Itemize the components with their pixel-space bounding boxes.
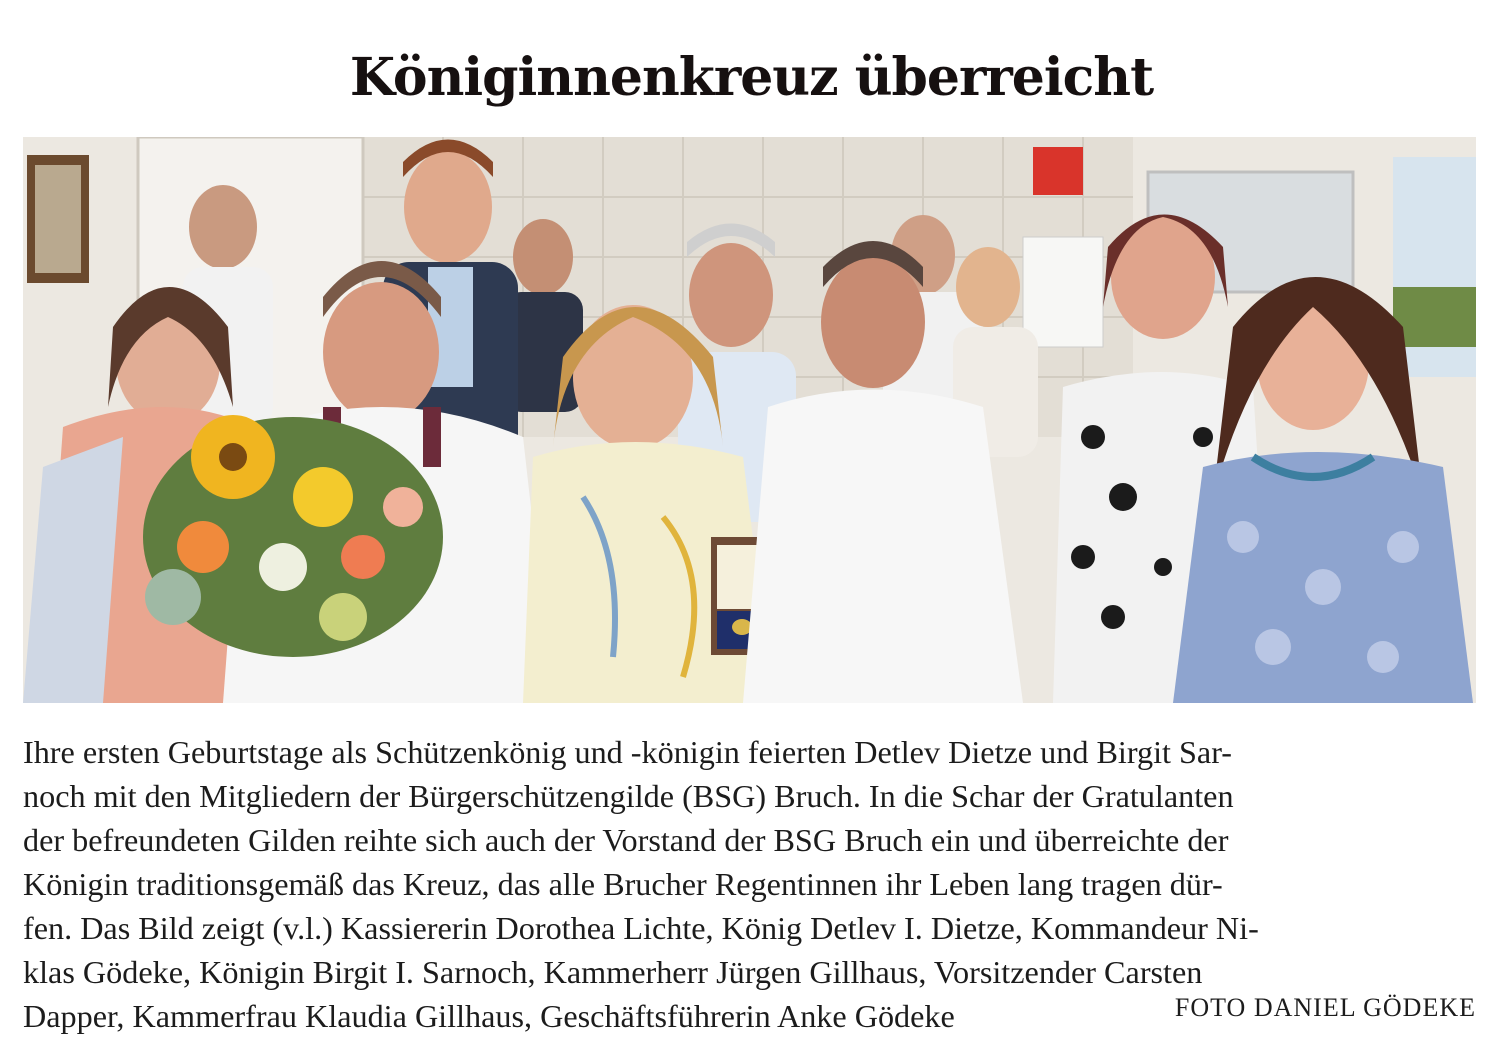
photo-credit: FOTO DANIEL GÖDEKE (1174, 993, 1476, 1022)
caption-line: klas Gödeke, Königin Birgit I. Sarnoch, Kammerherr Jürgen Gillhaus, Vorsitzender Carsten (23, 954, 1203, 990)
caption-line: Königin traditionsgemäß das Kreuz, das alle Brucher Regentinnen ihr Leben lang tragen dür- (23, 866, 1223, 902)
headline: Königinnenkreuz überreicht (349, 47, 1154, 108)
caption-line: Ihre ersten Geburtstage als Schützenkönig und -königin feierten Detlev Dietze und Birgit Sar- (23, 734, 1233, 770)
caption-line: fen. Das Bild zeigt (v.l.) Kassiererin Dorothea Lichte, König Detlev I. Dietze, Kommandeur Ni- (23, 910, 1259, 946)
caption-line: noch mit den Mitgliedern der Bürgerschützengilde (BSG) Bruch. In die Schar der Gratulanten (23, 778, 1234, 814)
caption-line: der befreundeten Gilden reihte sich auch der Vorstand der BSG Bruch ein und überreichte der (23, 822, 1229, 858)
caption-line: Dapper, Kammerfrau Klaudia Gillhaus, Geschäftsführerin Anke Gödeke (23, 998, 955, 1034)
group-photo (23, 137, 1476, 703)
